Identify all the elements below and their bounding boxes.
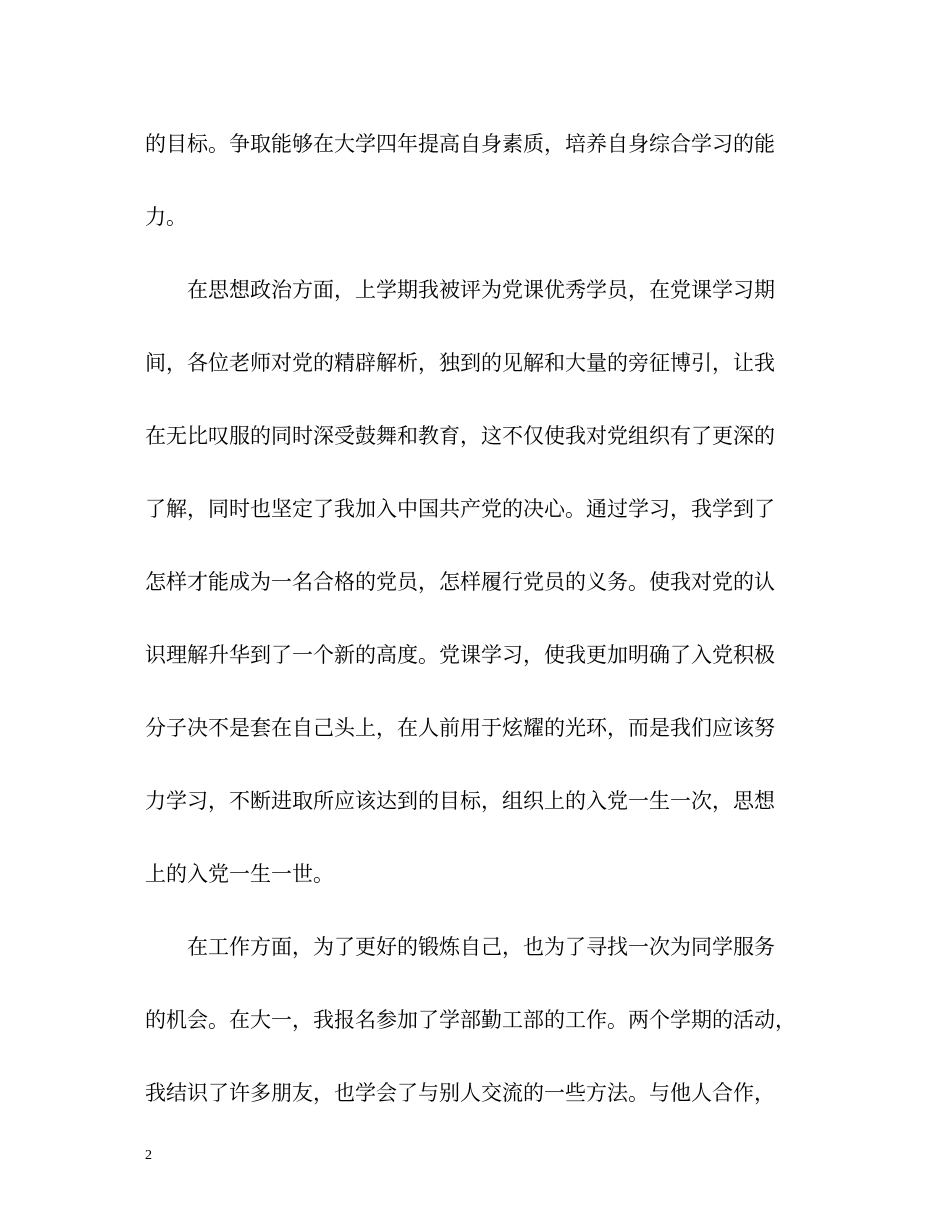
text-line-1: 的目标。争取能够在大学四年提高自身素质，培养自身综合学习的能 [145,132,775,156]
text-line-10: 力学习，不断进取所应该达到的目标，组织上的入党一生一次，思想 [145,789,775,813]
text-line-4: 间，各位老师对党的精辟解析，独到的见解和大量的旁征博引，让我 [145,351,775,375]
text-line-9: 分子决不是套在自己头上，在人前用于炫耀的光环，而是我们应该努 [145,716,775,740]
text-line-5: 在无比叹服的同时深受鼓舞和教育，这不仅使我对党组织有了更深的 [145,424,775,448]
body-text [145,120,810,1142]
text-line-6: 了解，同时也坚定了我加入中国共产党的决心。通过学习，我学到了 [145,497,775,521]
page-number: 2 [145,1148,152,1163]
text-line-14: 我结识了许多朋友，也学会了与别人交流的一些方法。与他人合作， [145,1081,775,1105]
text-line-3: 在思想政治方面，上学期我被评为党课优秀学员，在党课学习期 [145,278,775,302]
text-line-12: 在工作方面，为了更好的锻炼自己，也为了寻找一次为同学服务 [145,935,775,959]
text-line-8: 识理解升华到了一个新的高度。党课学习，使我更加明确了入党积极 [145,643,775,667]
text-line-13: 的机会。在大一，我报名参加了学部勤工部的工作。两个学期的活动， [145,1008,796,1032]
text-line-11: 上的入党一生一世。 [145,862,334,886]
text-line-7: 怎样才能成为一名合格的党员，怎样履行党员的义务。使我对党的认 [145,570,775,594]
text-line-2: 力。 [145,205,187,229]
